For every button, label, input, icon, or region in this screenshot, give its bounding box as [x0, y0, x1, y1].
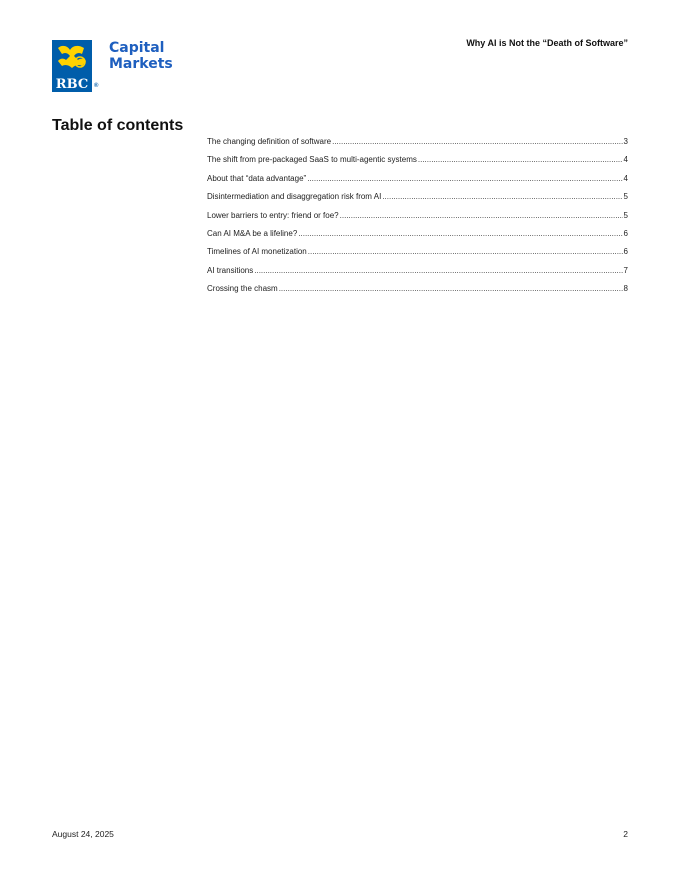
toc-entry[interactable]: [207, 137, 628, 155]
toc-leader-dots: [279, 284, 623, 293]
toc-leader-dots: [308, 247, 623, 256]
rbc-capital-markets-logo: [52, 40, 182, 96]
toc-heading: Table of contents: [52, 117, 184, 134]
rbc-lion-shield-icon: [52, 40, 92, 92]
toc-entry[interactable]: [207, 174, 628, 192]
report-title: Why AI is Not the “Death of Software”: [466, 38, 628, 48]
toc-entry-page[interactable]: 7: [623, 265, 628, 275]
logo-badge-text: RBC: [55, 77, 89, 92]
toc-entry-label[interactable]: AI transitions: [207, 265, 254, 275]
toc-leader-dots: [332, 137, 622, 146]
toc-entry-page[interactable]: 6: [623, 228, 628, 238]
toc-leader-dots: [254, 266, 622, 275]
registered-mark: ®: [94, 83, 99, 89]
toc-entry[interactable]: [207, 247, 628, 265]
toc-list: [207, 137, 628, 303]
toc-entry-label[interactable]: Crossing the chasm: [207, 284, 278, 294]
toc-leader-dots: [340, 211, 623, 220]
toc-entry[interactable]: [207, 266, 628, 284]
toc-entry-label[interactable]: Lower barriers to entry: friend or foe?: [207, 210, 339, 220]
toc-entry-page[interactable]: 4: [623, 173, 628, 183]
toc-entry-page[interactable]: 6: [623, 247, 628, 257]
toc-entry-label[interactable]: About that “data advantage”: [207, 173, 307, 183]
toc-entry-label[interactable]: The changing definition of software: [207, 137, 332, 146]
toc-entry-page[interactable]: 5: [623, 192, 628, 202]
toc-entry-label[interactable]: The shift from pre-packaged SaaS to multi-agentic systems: [207, 155, 417, 165]
toc-entry[interactable]: [207, 284, 628, 302]
brand-name-line2: Markets: [109, 56, 173, 72]
toc-entry-page[interactable]: 3: [623, 137, 628, 146]
toc-entry-label[interactable]: Can AI M&A be a lifeline?: [207, 228, 298, 238]
toc-entry[interactable]: [207, 192, 628, 210]
brand-name: [109, 40, 173, 72]
toc-entry-page[interactable]: 4: [623, 155, 628, 165]
footer-date: August 24, 2025: [52, 829, 114, 839]
toc-entry-label[interactable]: Timelines of AI monetization: [207, 247, 307, 257]
toc-entry-label[interactable]: Disintermediation and disaggregation risk from AI: [207, 192, 382, 202]
toc-leader-dots: [298, 229, 622, 238]
toc-entry[interactable]: [207, 211, 628, 229]
toc-leader-dots: [382, 192, 622, 201]
toc-leader-dots: [307, 174, 622, 183]
toc-entry[interactable]: [207, 229, 628, 247]
toc-entry[interactable]: [207, 155, 628, 173]
footer-page-number: 2: [623, 829, 628, 839]
toc-entry-page[interactable]: 8: [623, 284, 628, 294]
toc-entry-page[interactable]: 5: [623, 210, 628, 220]
toc-leader-dots: [418, 155, 623, 164]
brand-name-line1: Capital: [109, 40, 165, 56]
